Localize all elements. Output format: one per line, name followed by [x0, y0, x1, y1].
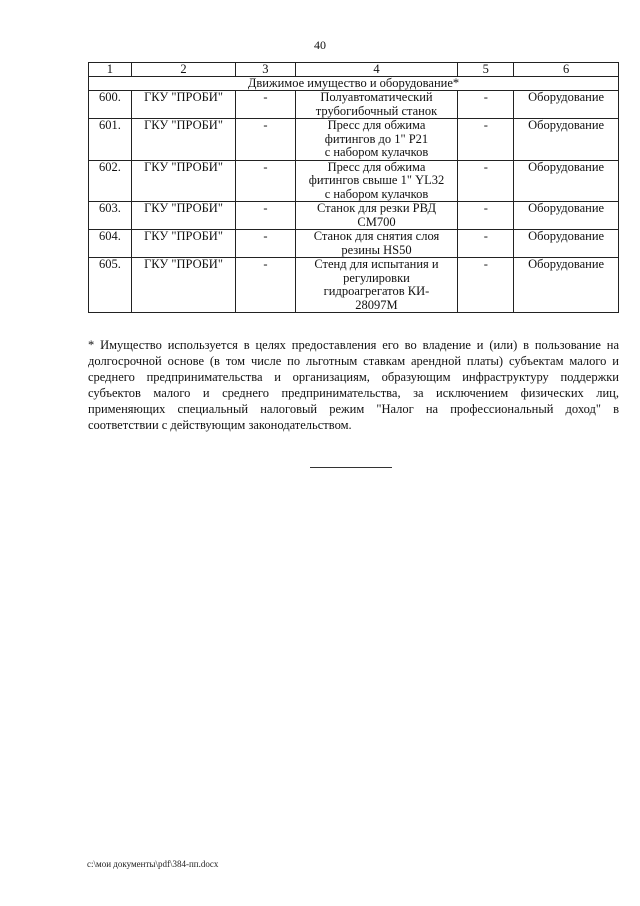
row-type: Оборудование: [514, 230, 619, 258]
column-header-4: 4: [295, 63, 458, 77]
object-name-line: с набором кулачков: [324, 145, 429, 159]
column-header-3: 3: [236, 63, 295, 77]
row-col3: -: [236, 202, 295, 230]
separator-line: [310, 467, 392, 468]
row-number: 605.: [89, 258, 132, 313]
object-name-line: фитингов свыше 1" YL32: [308, 173, 445, 187]
table-row: [89, 119, 619, 161]
row-owner: ГКУ "ПРОБИ": [131, 202, 235, 230]
row-col3: -: [236, 91, 295, 119]
table-row: [89, 202, 619, 230]
row-type: Оборудование: [514, 160, 619, 202]
row-number: 603.: [89, 202, 132, 230]
object-name-line: Станок для резки РВД: [316, 201, 437, 215]
object-name-line: с набором кулачков: [324, 186, 429, 201]
row-col3: -: [236, 230, 295, 258]
row-type: Оборудование: [514, 202, 619, 230]
table-row: [89, 258, 619, 313]
table-row: [89, 91, 619, 119]
object-name-line: Пресс для обжима: [327, 118, 426, 132]
row-col5: -: [458, 202, 514, 230]
row-col3: -: [236, 160, 295, 202]
row-object-name: [295, 119, 458, 161]
row-object-name: [295, 258, 458, 313]
row-number: 604.: [89, 230, 132, 258]
object-name-line: Полуавтоматический: [320, 90, 433, 104]
table-row: [89, 230, 619, 258]
row-owner: ГКУ "ПРОБИ": [131, 119, 235, 161]
row-col5: -: [458, 160, 514, 202]
row-type: Оборудование: [514, 91, 619, 119]
footnote: [88, 337, 619, 433]
column-header-5: 5: [458, 63, 514, 77]
row-type: Оборудование: [514, 119, 619, 161]
object-name-line: резины HS50: [341, 242, 412, 257]
object-name-line: Пресс для обжима: [327, 159, 426, 174]
property-table: [88, 62, 619, 313]
column-header-1: 1: [89, 63, 132, 77]
object-name-line: СМ700: [357, 214, 396, 229]
column-header-2: 2: [131, 63, 235, 77]
file-path: c:\мои документы\pdf\384-пп.docx: [87, 859, 219, 869]
row-object-name: [295, 230, 458, 258]
row-col5: -: [458, 258, 514, 313]
row-col5: -: [458, 91, 514, 119]
row-object-name: [295, 202, 458, 230]
row-col5: -: [458, 230, 514, 258]
row-number: 601.: [89, 119, 132, 161]
section-header-row: [89, 77, 619, 91]
row-col3: -: [236, 119, 295, 161]
row-owner: ГКУ "ПРОБИ": [131, 230, 235, 258]
row-owner: ГКУ "ПРОБИ": [131, 91, 235, 119]
object-name-line: фитингов до 1" P21: [324, 131, 429, 146]
footnote-text: * Имущество используется в целях предоставления его во владение и (или) в пользование на долгосрочной основе (в том числе по льготным ставкам арендной платы) субъектам малого и среднего предпринимательства и организациям, образующим инфраструктуру поддержки субъектов малого и среднего предпринимательства, за исключением физических лиц, применяющих специальный налоговый режим "Налог на профессиональный доход" в соответствии с действующим законодательством.: [88, 338, 619, 432]
row-object-name: [295, 160, 458, 202]
page-number: 40: [314, 38, 326, 52]
row-owner: ГКУ "ПРОБИ": [131, 160, 235, 202]
row-number: 602.: [89, 160, 132, 202]
row-col5: -: [458, 119, 514, 161]
object-name-line: трубогибочный станок: [315, 103, 438, 118]
table-row: [89, 160, 619, 202]
object-name-line: регулировки: [343, 270, 410, 285]
row-number: 600.: [89, 91, 132, 119]
row-owner: ГКУ "ПРОБИ": [131, 258, 235, 313]
row-object-name: [295, 91, 458, 119]
object-name-line: Станок для снятия слоя: [313, 229, 440, 243]
row-type: Оборудование: [514, 258, 619, 313]
column-header-6: 6: [514, 63, 619, 77]
object-name-line: гидроагрегатов КИ-: [323, 284, 430, 298]
table-header-row: [89, 63, 619, 77]
section-title: Движимое имущество и оборудование*: [89, 77, 619, 91]
object-name-line: Стенд для испытания и: [314, 257, 439, 271]
row-col3: -: [236, 258, 295, 313]
object-name-line: 28097М: [355, 297, 398, 312]
